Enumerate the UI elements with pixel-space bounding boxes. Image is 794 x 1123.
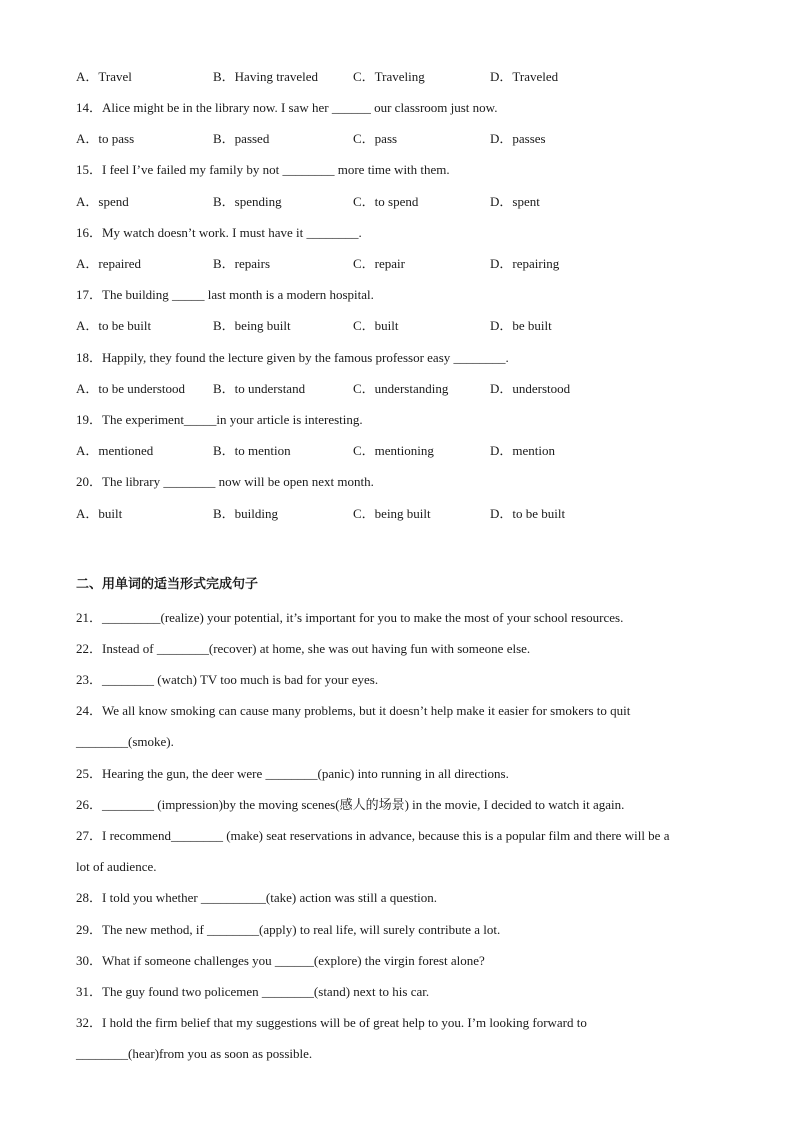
q25-stem: 25．Hearing the gun, the deer were ________(panic) into running in all directions. [76,766,509,781]
q20-option-b: B．building [213,506,279,521]
q16-stem: 16．My watch doesn’t work. I must have it ________. [76,225,362,240]
q14-options [76,131,716,147]
q24-stem: 24．We all know smoking can cause many problems, but it doesn’t help make it easier for smokers to quit [76,703,631,718]
q14-option-d: D．passes [490,131,546,146]
q20-stem: 20．The library ________ now will be open next month. [76,474,374,489]
q23-stem: 23．________ (watch) TV too much is bad for your eyes. [76,672,379,687]
q27-stem: 27．I recommend________ (make) seat reservations in advance, because this is a popular film and there will be a [76,828,670,843]
q26-stem: 26．________ (impression)by the moving scenes(感人的场景) in the movie, I decided to watch it again. [76,797,625,812]
q18-stem: 18．Happily, they found the lecture given by the famous professor easy ________. [76,350,509,365]
q29-stem: 29．The new method, if ________(apply) to real life, will surely contribute a lot. [76,922,501,937]
q19-stem: 19．The experiment_____in your article is interesting. [76,412,363,427]
q13-option-c: C．Traveling [353,69,425,84]
q16-option-d: D．repairing [490,256,560,271]
q17-stem: 17．The building _____ last month is a modern hospital. [76,287,374,302]
q21-stem: 21．_________(realize) your potential, it’s important for you to make the most of your school resources. [76,610,624,625]
q17-option-d: D．be built [490,318,552,333]
q31-stem: 31．The guy found two policemen ________(stand) next to his car. [76,984,430,999]
q19-option-b: B．to mention [213,443,291,458]
q13-option-d: D．Traveled [490,69,559,84]
q20-option-d: D．to be built [490,506,566,521]
q19-option-a: A．mentioned [76,443,154,458]
q16-option-a: A．repaired [76,256,141,271]
q17-options [76,318,716,334]
section2-heading: 二、用单词的适当形式完成句子 [76,577,259,592]
q19-option-d: D．mention [490,443,555,458]
q15-option-b: B．spending [213,194,282,209]
q15-options [76,194,716,210]
q18-option-a: A．to be understood [76,381,186,396]
q17-option-c: C．built [353,318,399,333]
q16-option-c: C．repair [353,256,405,271]
q22-stem: 22．Instead of ________(recover) at home, she was out having fun with someone else. [76,641,531,656]
q15-stem: 15．I feel I’ve failed my family by not ________ more time with them. [76,162,450,177]
q18-option-c: C．understanding [353,381,449,396]
q18-option-d: D．understood [490,381,571,396]
q32-stem-continued: ________(hear)from you as soon as possible. [76,1046,313,1061]
q14-option-a: A．to pass [76,131,135,146]
q30-stem: 30．What if someone challenges you ______(explore) the virgin forest alone? [76,953,485,968]
q20-option-a: A．built [76,506,123,521]
q24-stem-continued: ________(smoke). [76,734,174,749]
q16-options [76,256,716,272]
q14-stem: 14．Alice might be in the library now. I saw her ______ our classroom just now. [76,100,498,115]
q20-option-c: C．being built [353,506,431,521]
q20-options [76,506,716,522]
q17-option-b: B．being built [213,318,291,333]
q15-option-c: C．to spend [353,194,419,209]
q19-option-c: C．mentioning [353,443,434,458]
q18-option-b: B．to understand [213,381,306,396]
q14-option-c: C．pass [353,131,398,146]
q13-options [76,69,716,85]
q27-stem-continued: lot of audience. [76,859,157,874]
q17-option-a: A．to be built [76,318,152,333]
q13-option-a: A．Travel [76,69,132,84]
q16-option-b: B．repairs [213,256,271,271]
q18-options [76,381,716,397]
q14-option-b: B．passed [213,131,270,146]
q15-option-a: A．spend [76,194,129,209]
q15-option-d: D．spent [490,194,540,209]
q28-stem: 28．I told you whether __________(take) action was still a question. [76,890,438,905]
q19-options [76,443,716,459]
q32-stem: 32．I hold the firm belief that my suggestions will be of great help to you. I’m looking forward to [76,1015,587,1030]
q13-option-b: B．Having traveled [213,69,319,84]
